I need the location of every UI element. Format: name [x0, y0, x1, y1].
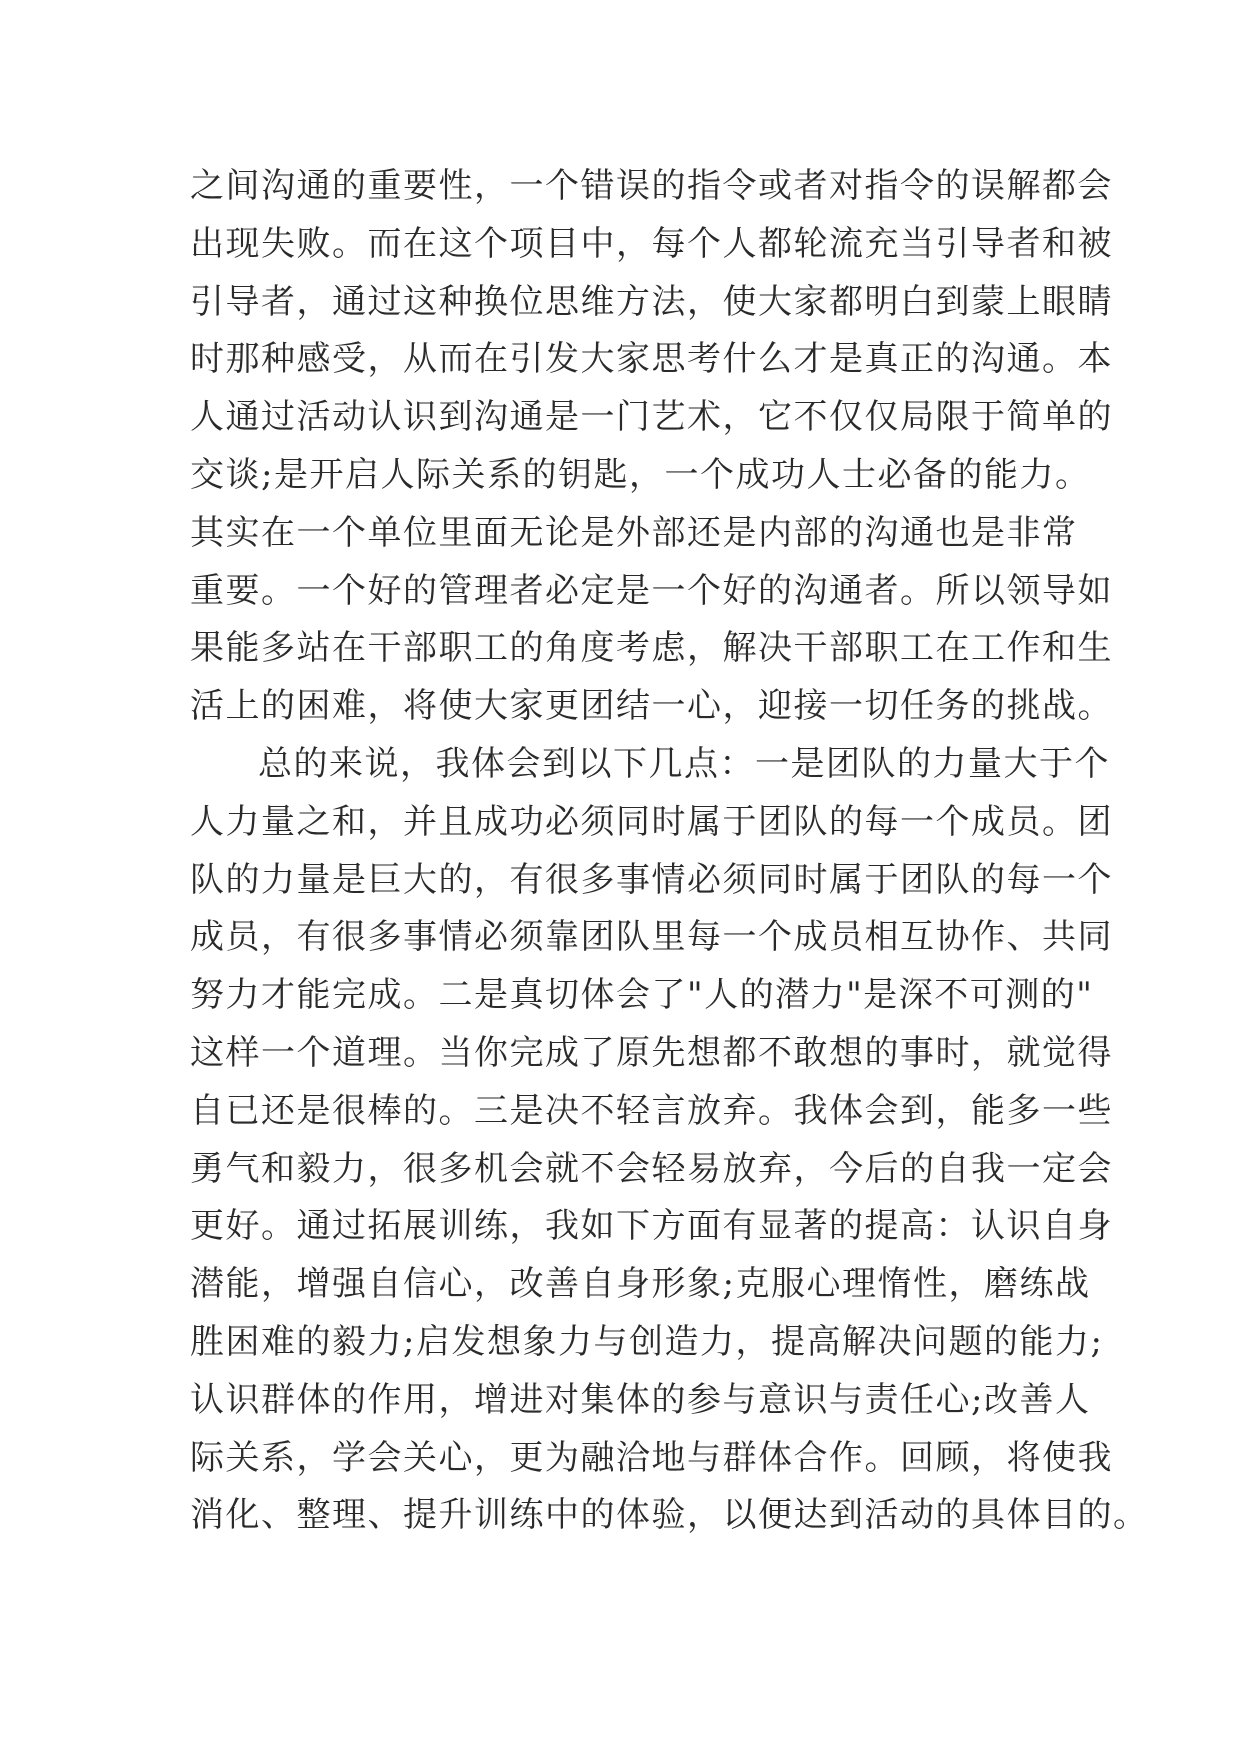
text-line: 人力量之和，并且成功必须同时属于团队的每一个成员。团	[190, 801, 1113, 842]
text-line: 果能多站在干部职工的角度考虑，解决干部职工在工作和生	[190, 628, 1113, 669]
text-line: 出现失败。而在这个项目中，每个人都轮流充当引导者和被	[190, 223, 1113, 264]
text-line: 际关系，学会关心，更为融洽地与群体合作。回顾，将使我	[190, 1437, 1113, 1478]
text-line: 勇气和毅力，很多机会就不会轻易放弃，今后的自我一定会	[190, 1148, 1113, 1189]
body-text	[190, 158, 1149, 1545]
text-line: 努力才能完成。二是真切体会了"人的潜力"是深不可测的"	[190, 975, 1094, 1016]
text-line: 队的力量是巨大的，有很多事情必须同时属于团队的每一个	[190, 859, 1113, 900]
text-line: 潜能，增强自信心，改善自身形象;克服心理惰性，磨练战	[190, 1264, 1091, 1305]
text-line: 胜困难的毅力;启发想象力与创造力，提高解决问题的能力;	[190, 1321, 1104, 1362]
text-line: 成员，有很多事情必须靠团队里每一个成员相互协作、共同	[190, 917, 1113, 958]
text-line: 之间沟通的重要性，一个错误的指令或者对指令的误解都会	[190, 166, 1113, 206]
text-line: 更好。通过拓展训练，我如下方面有显著的提高：认识自身	[190, 1206, 1113, 1247]
text-line: 重要。一个好的管理者必定是一个好的沟通者。所以领导如	[190, 570, 1113, 611]
text-line: 引导者，通过这种换位思维方法，使大家都明白到蒙上眼睛	[190, 281, 1113, 322]
text-line: 交谈;是开启人际关系的钥匙，一个成功人士必备的能力。	[190, 454, 1091, 495]
text-line: 其实在一个单位里面无论是外部还是内部的沟通也是非常	[190, 512, 1078, 553]
text-line: 这样一个道理。当你完成了原先想都不敢想的事时，就觉得	[190, 1032, 1113, 1073]
text-line: 活上的困难，将使大家更团结一心，迎接一切任务的挑战。	[190, 686, 1113, 727]
text-line: 人通过活动认识到沟通是一门艺术，它不仅仅局限于简单的	[190, 397, 1113, 438]
text-line: 时那种感受，从而在引发大家思考什么才是真正的沟通。本	[190, 339, 1113, 380]
text-line: 自已还是很棒的。三是决不轻言放弃。我体会到，能多一些	[190, 1090, 1113, 1131]
paragraph-first-line: 总的来说，我体会到以下几点：一是团队的力量大于个	[258, 743, 1110, 784]
text-line: 认识群体的作用，增进对集体的参与意识与责任心;改善人	[190, 1379, 1091, 1420]
text-line: 消化、整理、提升训练中的体验，以便达到活动的具体目的。	[190, 1495, 1149, 1536]
